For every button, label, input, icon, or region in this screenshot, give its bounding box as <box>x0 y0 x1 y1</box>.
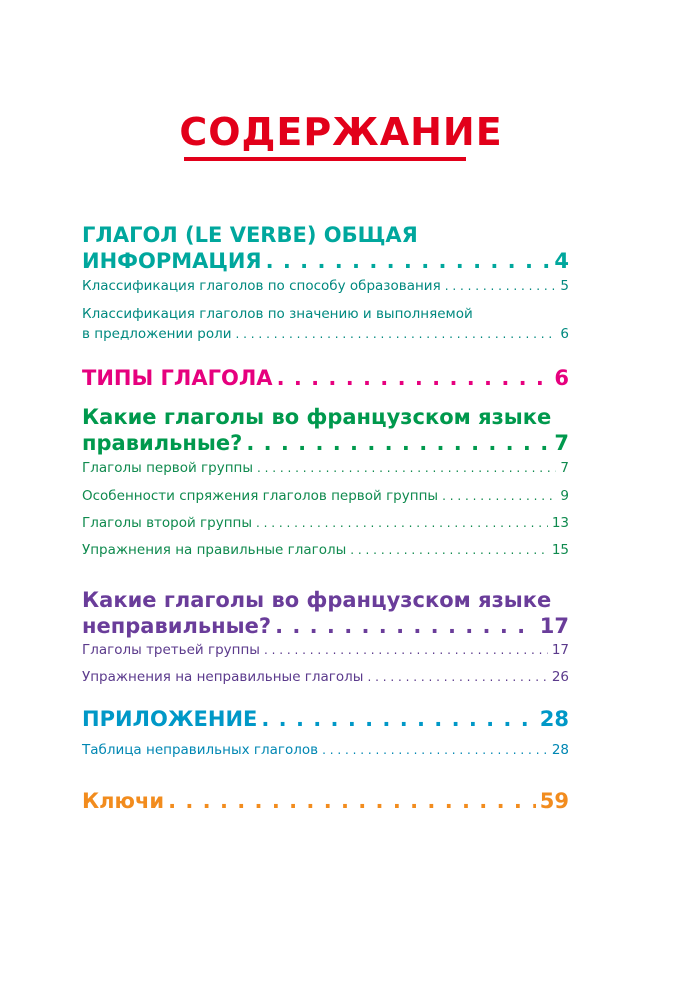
toc-item-text: Классификация глаголов по способу образования <box>82 278 441 294</box>
dot-leader <box>322 740 548 760</box>
toc-item-text: Глаголы второй группы <box>82 515 253 531</box>
toc-heading-line: Какие глаголы во французском языке <box>82 588 552 612</box>
toc-page-number: 13 <box>551 515 569 531</box>
toc-page-number: 6 <box>560 326 569 342</box>
toc-item-text: Таблица неправильных глаголов <box>82 742 319 758</box>
toc-item-text: Особенности спряжения глаголов первой группы <box>82 488 439 504</box>
toc-page-number: 5 <box>560 278 569 294</box>
toc-page-number: 28 <box>539 707 569 731</box>
toc-item[interactable] <box>82 640 569 660</box>
toc-page-number: 7 <box>554 431 569 455</box>
toc-heading-line <box>82 613 569 639</box>
dot-leader <box>266 248 551 274</box>
dot-leader <box>257 458 556 478</box>
dot-leader <box>442 486 556 506</box>
toc-heading-text: правильные? <box>82 431 243 455</box>
dot-leader <box>445 276 557 296</box>
dot-leader <box>256 513 548 533</box>
dot-leader <box>350 540 548 560</box>
toc-heading-line <box>82 248 569 274</box>
toc-section-verb-general[interactable] <box>82 222 569 274</box>
toc-page-number: 26 <box>551 669 569 685</box>
toc-item[interactable] <box>82 540 569 560</box>
toc-page-number: 15 <box>551 542 569 558</box>
toc-section-regular-verbs[interactable] <box>82 404 569 456</box>
toc-item[interactable] <box>82 667 569 687</box>
toc-heading-text: неправильные? <box>82 614 272 638</box>
toc-item[interactable] <box>82 513 569 533</box>
page-title: СОДЕРЖАНИЕ <box>179 110 503 154</box>
dot-leader <box>367 667 547 687</box>
toc-page-number: 28 <box>551 742 569 758</box>
toc-page-number: 9 <box>560 488 569 504</box>
toc-item[interactable] <box>82 458 569 478</box>
toc-heading-text: ТИПЫ ГЛАГОЛА <box>82 366 273 390</box>
toc-heading-line <box>82 430 569 456</box>
toc-item-line <box>82 324 569 344</box>
toc-item-text: Упражнения на правильные глаголы <box>82 542 347 558</box>
dot-leader <box>261 706 535 732</box>
toc-heading-line: Какие глаголы во французском языке <box>82 405 552 429</box>
title-underline <box>184 157 466 161</box>
toc-section-keys[interactable] <box>82 788 569 814</box>
toc-item-text: Упражнения на неправильные глаголы <box>82 669 364 685</box>
toc-heading-line: ГЛАГОЛ (LE VERBE) ОБЩАЯ <box>82 223 418 247</box>
toc-item[interactable] <box>82 304 569 344</box>
toc-item[interactable] <box>82 486 569 506</box>
dot-leader <box>168 788 536 814</box>
toc-item-text: Глаголы третьей группы <box>82 642 260 658</box>
dot-leader <box>246 430 550 456</box>
toc-section-irregular-verbs[interactable] <box>82 587 569 639</box>
toc-page-number: 7 <box>560 460 569 476</box>
toc-item[interactable] <box>82 740 569 760</box>
toc-page-number: 4 <box>554 249 569 273</box>
toc-page-number: 17 <box>551 642 569 658</box>
toc-page-number: 17 <box>539 614 569 638</box>
toc-page-number: 6 <box>554 366 569 390</box>
dot-leader <box>275 613 536 639</box>
toc-item[interactable] <box>82 276 569 296</box>
toc-heading-text: Ключи <box>82 789 165 813</box>
toc-heading-text: ПРИЛОЖЕНИЕ <box>82 707 258 731</box>
toc-item-text: Классификация глаголов по значению и выполняемой <box>82 306 473 322</box>
toc-item-text: в предложении роли <box>82 326 232 342</box>
title-block <box>0 110 682 154</box>
dot-leader <box>236 324 557 344</box>
toc-item-text: Глаголы первой группы <box>82 460 254 476</box>
toc-section-verb-types[interactable] <box>82 365 569 391</box>
dot-leader <box>264 640 548 660</box>
dot-leader <box>277 365 551 391</box>
toc-heading-text: ИНФОРМАЦИЯ <box>82 249 262 273</box>
toc-section-appendix[interactable] <box>82 706 569 732</box>
toc-page-number: 59 <box>539 789 569 813</box>
